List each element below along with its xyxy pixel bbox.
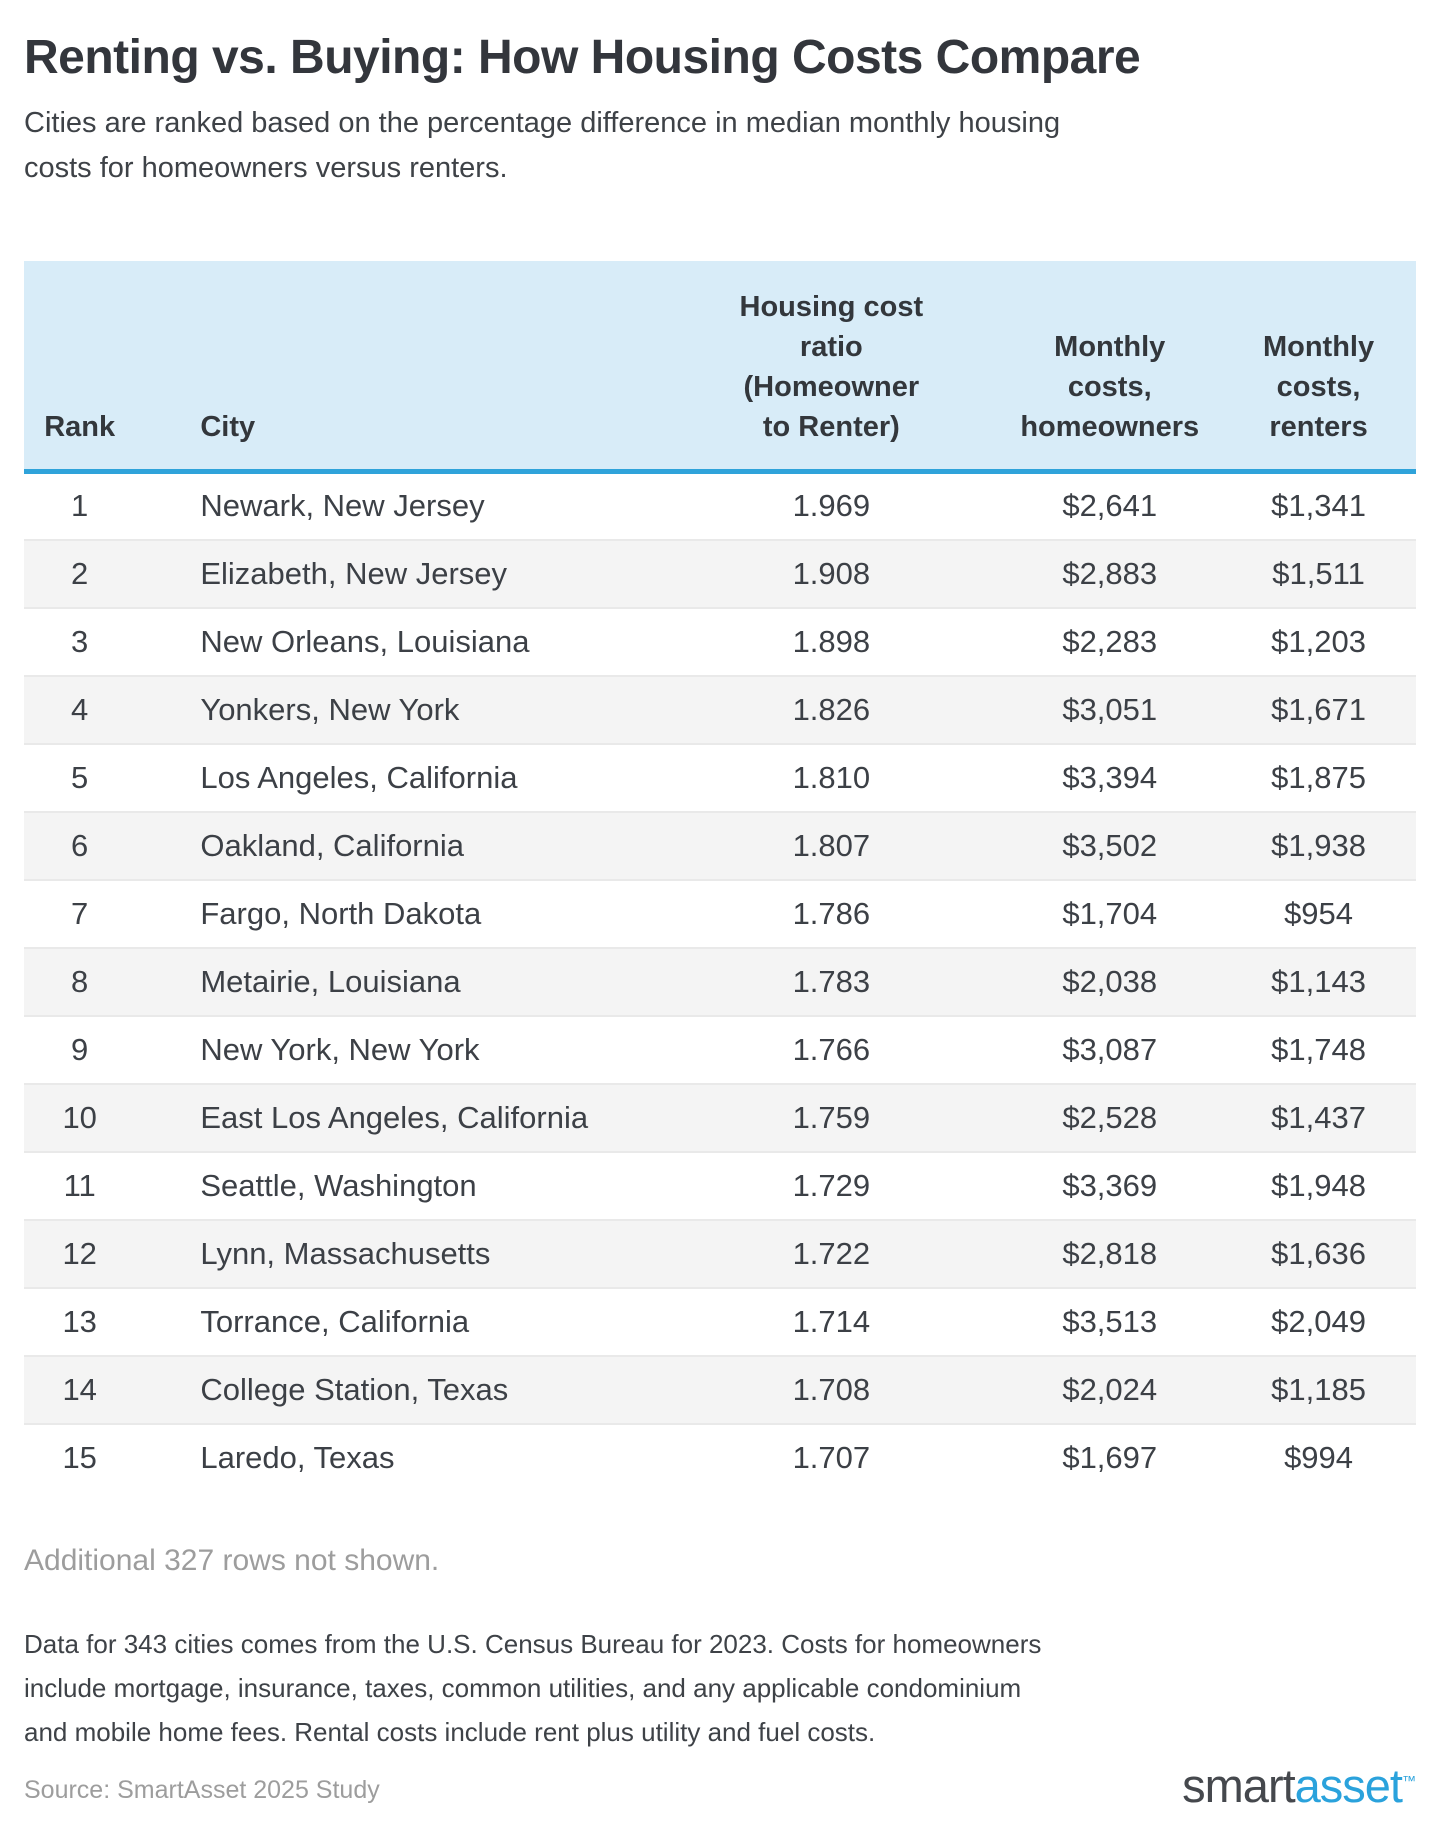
city-cell: Lynn, Massachusetts [135, 1220, 664, 1288]
ratio-cell: 1.714 [664, 1288, 998, 1356]
city-cell: Elizabeth, New Jersey [135, 540, 664, 608]
homeowner-cost-cell: $2,641 [1062, 488, 1158, 524]
renter-cost-cell: $1,203 [1221, 608, 1416, 676]
table-row [24, 1424, 1416, 1492]
ratio-cell: 1.826 [664, 676, 998, 744]
table-row [24, 1084, 1416, 1152]
table-row [24, 540, 1416, 608]
table-row [24, 676, 1416, 744]
footer [24, 1758, 1416, 1813]
ratio-cell: 1.969 [792, 488, 871, 524]
table-body [24, 472, 1416, 1492]
homeowner-cost-cell: $2,528 [998, 1084, 1221, 1152]
renter-cost-cell: $1,948 [1221, 1152, 1416, 1220]
rank-cell: 2 [24, 540, 135, 608]
rank-cell: 6 [24, 812, 135, 880]
rank-cell: 11 [24, 1152, 135, 1220]
renter-cost-cell: $1,938 [1221, 812, 1416, 880]
table-row [24, 1288, 1416, 1356]
city-cell: Fargo, North Dakota [135, 880, 664, 948]
table-row [24, 948, 1416, 1016]
homeowner-cost-cell: $3,394 [998, 744, 1221, 812]
table-row [24, 1016, 1416, 1084]
ratio-cell: 1.898 [664, 608, 998, 676]
city-cell: Oakland, California [135, 812, 664, 880]
renter-cost-cell: $954 [1221, 880, 1416, 948]
city-cell: Seattle, Washington [135, 1152, 664, 1220]
infographic [0, 30, 1440, 1813]
table-row [24, 472, 1416, 540]
rank-cell: 7 [24, 880, 135, 948]
rank-cell: 1 [71, 488, 89, 524]
methodology-text: Data for 343 cities comes from the U.S. Census Bureau for 2023. Costs for homeowners include mortgage, insurance, taxes, common utilities, and any applicable condominium and mobile home fees. Rental costs include rent plus utility and fuel costs. [24, 1628, 1042, 1747]
column-header-homeowner-costs: Monthly costs, homeowners [998, 261, 1221, 472]
ratio-cell: 1.729 [664, 1152, 998, 1220]
table-row [24, 744, 1416, 812]
logo-asset: asset [1294, 1759, 1402, 1813]
rank-cell: 9 [24, 1016, 135, 1084]
rank-cell: 15 [24, 1424, 135, 1492]
page-subtitle: Cities are ranked based on the percentage difference in median monthly housing costs for homeowners versus renters. [24, 107, 1061, 185]
rank-cell: 13 [24, 1288, 135, 1356]
smartasset-logo [1182, 1758, 1416, 1813]
renter-cost-cell: $1,437 [1221, 1084, 1416, 1152]
homeowner-cost-cell: $3,513 [998, 1288, 1221, 1356]
renter-cost-cell: $1,341 [1271, 488, 1366, 524]
column-header-city: City [135, 261, 664, 472]
ratio-cell: 1.783 [664, 948, 998, 1016]
table-row [24, 1356, 1416, 1424]
city-cell: Newark, New Jersey [200, 488, 485, 524]
rank-cell: 4 [24, 676, 135, 744]
renter-cost-cell: $1,511 [1221, 540, 1416, 608]
renter-cost-cell: $1,636 [1221, 1220, 1416, 1288]
homeowner-cost-cell: $2,283 [998, 608, 1221, 676]
housing-costs-table [24, 261, 1416, 1492]
ratio-cell: 1.786 [664, 880, 998, 948]
renter-cost-cell: $2,049 [1221, 1288, 1416, 1356]
rank-cell: 14 [24, 1356, 135, 1424]
city-cell: New York, New York [135, 1016, 664, 1084]
table-row [24, 608, 1416, 676]
table-row [24, 880, 1416, 948]
rank-cell: 3 [24, 608, 135, 676]
homeowner-cost-cell: $2,038 [998, 948, 1221, 1016]
column-header-ratio: Housing cost ratio (Homeowner to Renter) [664, 261, 998, 472]
ratio-cell: 1.707 [664, 1424, 998, 1492]
city-cell: Torrance, California [135, 1288, 664, 1356]
homeowner-cost-cell: $2,024 [998, 1356, 1221, 1424]
column-header-renter-costs: Monthly costs, renters [1221, 261, 1416, 472]
renter-cost-cell: $1,671 [1221, 676, 1416, 744]
homeowner-cost-cell: $1,697 [998, 1424, 1221, 1492]
homeowner-cost-cell: $3,502 [998, 812, 1221, 880]
ratio-cell: 1.807 [664, 812, 998, 880]
rows-not-shown-note: Additional 327 rows not shown. [24, 1543, 440, 1577]
table-header-row [24, 261, 1416, 472]
city-cell: Los Angeles, California [135, 744, 664, 812]
table-header [24, 261, 1416, 472]
rank-cell: 12 [24, 1220, 135, 1288]
rank-cell: 10 [24, 1084, 135, 1152]
ratio-cell: 1.708 [664, 1356, 998, 1424]
table-row [24, 1152, 1416, 1220]
ratio-cell: 1.722 [664, 1220, 998, 1288]
renter-cost-cell: $1,143 [1221, 948, 1416, 1016]
city-cell: College Station, Texas [135, 1356, 664, 1424]
ratio-cell: 1.759 [664, 1084, 998, 1152]
source-text: Source: SmartAsset 2025 Study [24, 1776, 380, 1805]
ratio-cell: 1.810 [664, 744, 998, 812]
rank-cell: 5 [24, 744, 135, 812]
homeowner-cost-cell: $3,087 [998, 1016, 1221, 1084]
city-cell: New Orleans, Louisiana [135, 608, 664, 676]
city-cell: Metairie, Louisiana [135, 948, 664, 1016]
city-cell: Laredo, Texas [135, 1424, 664, 1492]
homeowner-cost-cell: $2,818 [998, 1220, 1221, 1288]
homeowner-cost-cell: $1,704 [998, 880, 1221, 948]
ratio-cell: 1.908 [664, 540, 998, 608]
city-cell: East Los Angeles, California [135, 1084, 664, 1152]
ratio-cell: 1.766 [664, 1016, 998, 1084]
renter-cost-cell: $1,185 [1221, 1356, 1416, 1424]
table-row [24, 1220, 1416, 1288]
renter-cost-cell: $1,748 [1221, 1016, 1416, 1084]
renter-cost-cell: $1,875 [1221, 744, 1416, 812]
trademark-symbol: ™ [1402, 1772, 1416, 1789]
city-cell: Yonkers, New York [135, 676, 664, 744]
page-title: Renting vs. Buying: How Housing Costs Compare [24, 31, 1141, 84]
homeowner-cost-cell: $3,369 [998, 1152, 1221, 1220]
homeowner-cost-cell: $3,051 [998, 676, 1221, 744]
column-header-rank: Rank [24, 261, 135, 472]
table-row [24, 812, 1416, 880]
homeowner-cost-cell: $2,883 [998, 540, 1221, 608]
renter-cost-cell: $994 [1221, 1424, 1416, 1492]
logo-smart: smart [1182, 1759, 1295, 1813]
rank-cell: 8 [24, 948, 135, 1016]
